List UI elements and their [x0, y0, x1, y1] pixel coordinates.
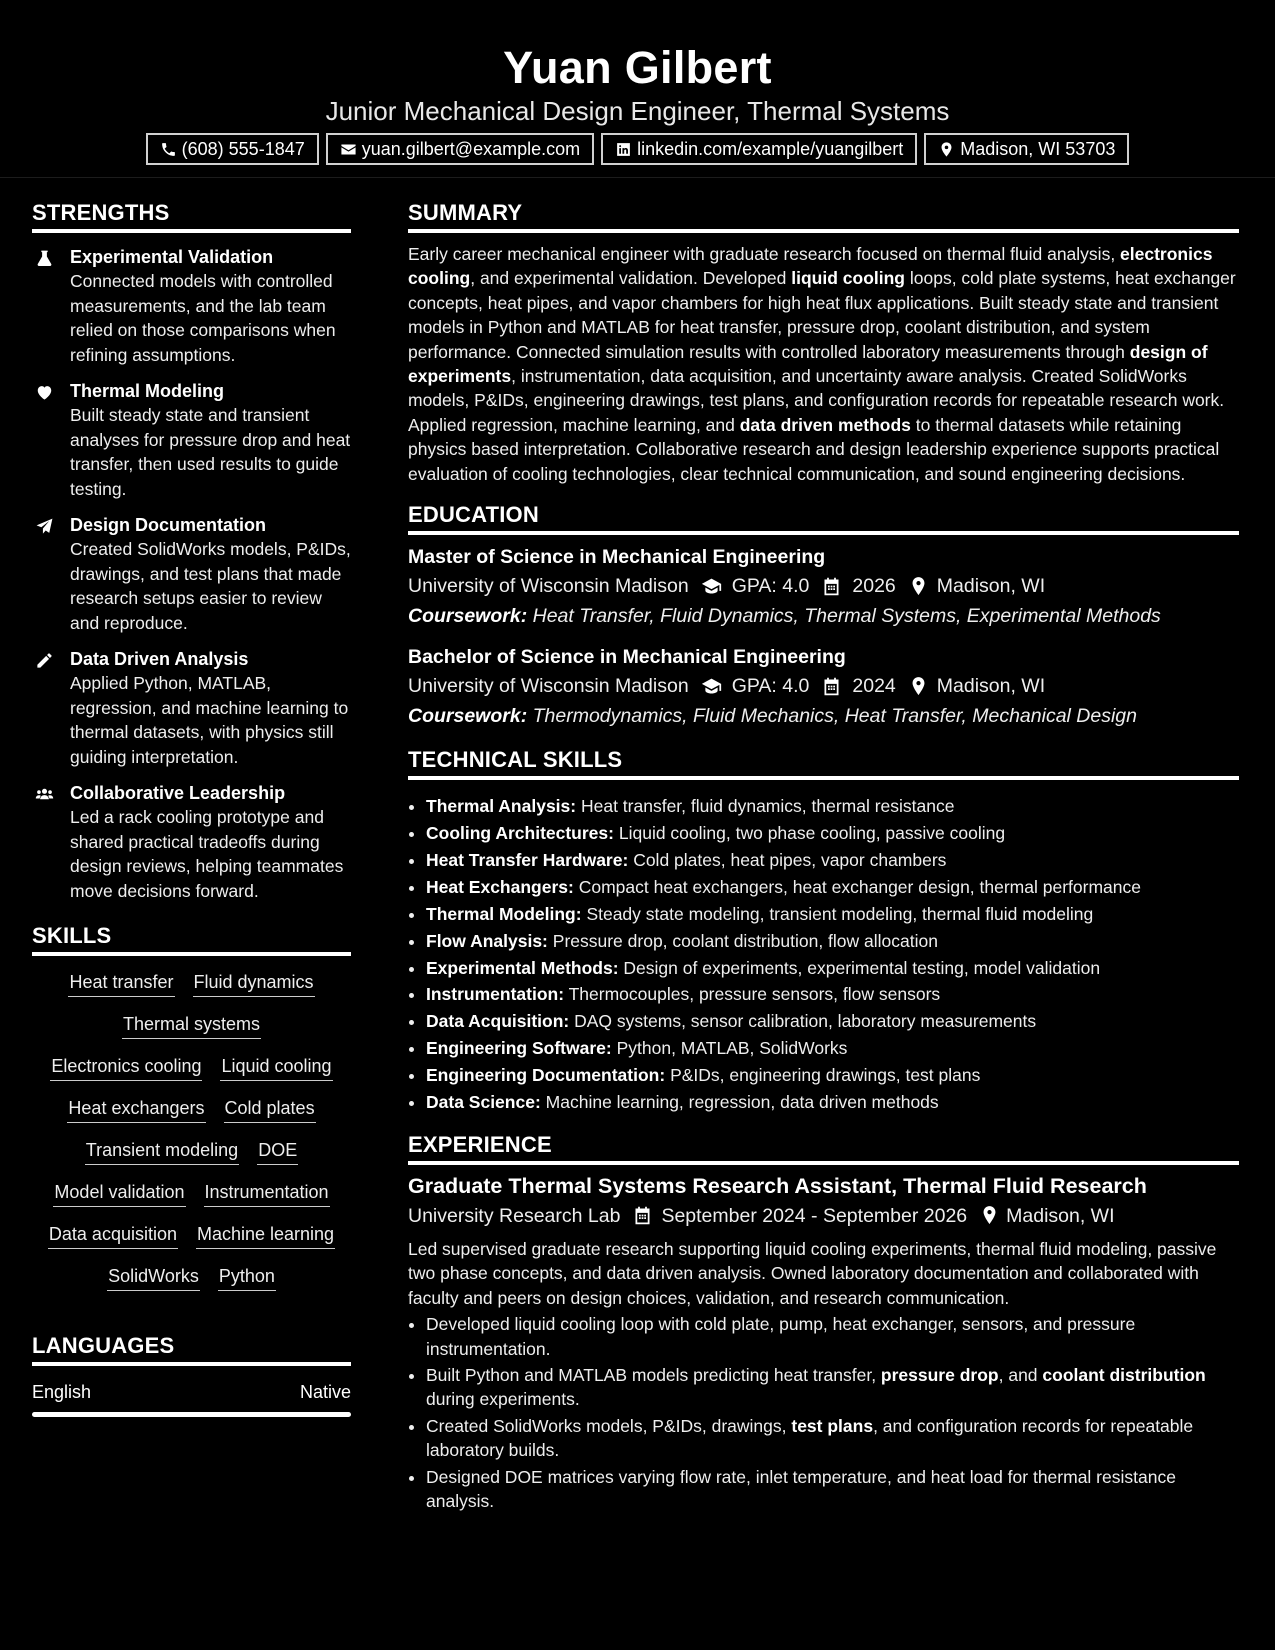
strength-title: Collaborative Leadership [70, 783, 286, 803]
tech-skill-value: Cold plates, heat pipes, vapor chambers [633, 849, 947, 870]
list-item: • Designed DOE matrices varying flow rate, inlet temperature, and heat load for thermal resistance analysis. [426, 1465, 1239, 1514]
language-item [32, 1380, 351, 1404]
organization: University Research Lab [408, 1204, 621, 1227]
skill-chip: Transient modeling [85, 1138, 239, 1165]
skills-list [32, 970, 351, 1291]
contact-linkedin[interactable] [601, 133, 917, 165]
technical-skills-list [408, 793, 1239, 1116]
list-item [426, 847, 1239, 874]
tech-skill-value: Liquid cooling, two phase cooling, passive cooling [618, 822, 1006, 843]
school-location: Madison, WI [936, 675, 1046, 698]
list-item [426, 1035, 1239, 1062]
contact-email[interactable] [326, 133, 594, 165]
graduation-year: 2026 [852, 575, 896, 598]
tech-skill-label: Experimental Methods: [426, 957, 619, 978]
flask-icon [35, 249, 54, 268]
list-item [426, 1062, 1239, 1089]
contact-bar [0, 133, 1275, 165]
map-pin-icon [910, 676, 927, 697]
language-level: Native [299, 1382, 351, 1402]
list-item [426, 1008, 1239, 1035]
school-location: Madison, WI [936, 575, 1046, 598]
list-item: • Developed liquid cooling loop with cold plate, pump, heat exchanger, sensors, and pressure instrumentation. [426, 1312, 1239, 1361]
list-item [426, 901, 1239, 928]
left-column [32, 198, 351, 1417]
heart-icon [35, 383, 54, 402]
job-title: Graduate Thermal Systems Research Assistant, Thermal Fluid Research [408, 1173, 1147, 1198]
tech-skill-label: Thermal Analysis: [426, 796, 577, 817]
skill-chip: SolidWorks [107, 1264, 200, 1291]
summary-heading: SUMMARY [408, 198, 1239, 233]
strength-desc: Applied Python, MATLAB, regression, and machine learning to thermal datasets, with physics still guiding interpretation. [70, 673, 349, 767]
strength-desc: Built steady state and transient analyses for pressure drop and heat transfer, then used results to guide testing. [70, 405, 351, 499]
list-item [426, 981, 1239, 1008]
tech-skill-label: Instrumentation: [426, 984, 565, 1005]
skill-chip: Thermal systems [122, 1012, 261, 1039]
list-item [426, 793, 1239, 820]
strength-item [32, 647, 351, 769]
linkedin-text: linkedin.com/example/yuangilbert [637, 139, 904, 159]
experience-item [408, 1171, 1239, 1513]
language-proficiency-bar [32, 1412, 351, 1417]
strength-item [32, 245, 351, 367]
candidate-title: Junior Mechanical Design Engineer, Thermal Systems [325, 96, 950, 126]
skill-chip: Liquid cooling [220, 1054, 332, 1081]
experience-heading: EXPERIENCE [408, 1130, 1239, 1165]
job-description: Led supervised graduate research supporting liquid cooling experiments, thermal fluid modeling, passive two phase concepts, and data driven analysis. Owned laboratory documentation and collaborated with faculty and peers on design choices, validation, and research communication. [408, 1238, 1217, 1308]
tech-skill-value: Python, MATLAB, SolidWorks [616, 1038, 848, 1059]
strength-item [32, 513, 351, 635]
strength-desc: Created SolidWorks models, P&IDs, drawings, and test plans that made research setups easier to review and reproduce. [70, 539, 351, 633]
tech-skill-value: Thermocouples, pressure sensors, flow sensors [568, 984, 941, 1005]
technical-skills-heading: TECHNICAL SKILLS [408, 745, 1239, 780]
school-name: University of Wisconsin Madison [408, 575, 689, 598]
strength-title: Thermal Modeling [70, 381, 225, 401]
list-item [426, 1089, 1239, 1116]
phone-icon [160, 141, 177, 158]
strengths-heading: STRENGTHS [32, 198, 351, 233]
calendar-icon [821, 576, 842, 597]
list-item [426, 820, 1239, 847]
education-item [408, 544, 1239, 631]
list-item [426, 955, 1239, 982]
map-pin-icon [910, 576, 927, 597]
tech-skill-value: Machine learning, regression, data driven methods [545, 1092, 939, 1113]
tech-skill-value: Heat transfer, fluid dynamics, thermal resistance [580, 796, 955, 817]
envelope-icon [340, 141, 357, 158]
list-item [426, 874, 1239, 901]
pencil-icon [35, 651, 54, 670]
resume-header [0, 0, 1275, 178]
strength-title: Design Documentation [70, 515, 267, 535]
tech-skill-value: Pressure drop, coolant distribution, flow allocation [552, 930, 938, 951]
experience-meta [408, 1201, 1239, 1231]
location-text: Madison, WI 53703 [960, 139, 1116, 159]
skill-chip: Heat exchangers [67, 1096, 205, 1123]
skill-chip: Cold plates [224, 1096, 316, 1123]
tech-skill-label: Heat Exchangers: [426, 876, 574, 897]
degree-title: Bachelor of Science in Mechanical Engineering [408, 646, 846, 669]
tech-skill-label: Data Science: [426, 1092, 541, 1113]
list-item: • Created SolidWorks models, P&IDs, drawings, test plans, and configuration records for repeatable laboratory builds. [426, 1414, 1239, 1463]
strength-title: Data Driven Analysis [70, 649, 249, 669]
skill-chip: Python [218, 1264, 276, 1291]
job-dates: September 2024 - September 2026 [661, 1204, 968, 1227]
coursework [408, 601, 1239, 631]
tech-skill-label: Flow Analysis: [426, 930, 548, 951]
skill-chip: Machine learning [196, 1222, 335, 1249]
calendar-icon [821, 676, 842, 697]
strength-desc: Led a rack cooling prototype and shared practical tradeoffs during design reviews, helping teammates move decisions forward. [70, 807, 344, 901]
contact-phone[interactable] [146, 133, 319, 165]
tech-skill-label: Thermal Modeling: [426, 903, 582, 924]
strength-item [32, 781, 351, 903]
skill-chip: Fluid dynamics [193, 970, 315, 997]
language-name: English [32, 1382, 92, 1402]
linkedin-icon [615, 141, 632, 158]
gpa: GPA: 4.0 [731, 675, 810, 698]
degree-title: Master of Science in Mechanical Engineering [408, 546, 826, 569]
tech-skill-label: Heat Transfer Hardware: [426, 849, 629, 870]
strength-desc: Connected models with controlled measurements, and the lab team relied on those comparisons when refining assumptions. [70, 271, 336, 365]
strength-title: Experimental Validation [70, 247, 274, 267]
coursework-label: Coursework: [408, 605, 528, 628]
education-meta [408, 671, 1239, 701]
tech-skill-value: P&IDs, engineering drawings, test plans [670, 1065, 981, 1086]
skill-chip: Electronics cooling [50, 1054, 202, 1081]
list-item: • Built Python and MATLAB models predicting heat transfer, pressure drop, and coolant distribution during experiments. [426, 1363, 1239, 1412]
tech-skill-value: Design of experiments, experimental testing, model validation [623, 957, 1101, 978]
right-column [408, 198, 1239, 1515]
tech-skill-value: Steady state modeling, transient modeling, thermal fluid modeling [586, 903, 1094, 924]
summary-text: Early career mechanical engineer with graduate research focused on thermal fluid analysis, electronics cooling, and experimental validation. Developed liquid cooling loops, cold plate systems, heat exchanger concepts, heat pipes, and vapor chambers for high heat flux applications. Built steady state and transient models in Python and MATLAB for heat transfer, pressure drop, coolant distribution, and system performance. Connected simulation results with controlled laboratory measurements through design of experiments, instrumentation, data acquisition, and uncertainty aware analysis. Created SolidWorks models, P&IDs, engineering drawings, test plans, and configuration records for repeatable research work. Applied regression, machine learning, and data driven methods to thermal datasets while retaining physics based interpretation. Collaborative research and design leadership experience supports practical evaluation of cooling technologies, clear technical communication, and sound engineering decisions. [408, 244, 1236, 484]
coursework-list: Thermodynamics, Fluid Mechanics, Heat Transfer, Mechanical Design [532, 705, 1138, 728]
tech-skill-label: Engineering Documentation: [426, 1065, 666, 1086]
contact-location[interactable] [924, 133, 1129, 165]
map-pin-icon [981, 1205, 998, 1226]
skill-chip: Instrumentation [204, 1180, 330, 1207]
tech-skill-label: Engineering Software: [426, 1038, 612, 1059]
school-name: University of Wisconsin Madison [408, 675, 689, 698]
coursework [408, 701, 1239, 731]
paper-plane-icon [35, 517, 54, 536]
skill-chip: Data acquisition [48, 1222, 178, 1249]
education-item [408, 644, 1239, 731]
candidate-name: Yuan Gilbert [503, 42, 772, 93]
gpa: GPA: 4.0 [731, 575, 810, 598]
graduation-cap-icon [701, 676, 722, 697]
education-meta [408, 571, 1239, 601]
phone-text: (608) 555-1847 [181, 139, 305, 159]
skill-chip: DOE [257, 1138, 298, 1165]
languages-heading: LANGUAGES [32, 1331, 351, 1366]
map-pin-icon [938, 141, 955, 158]
skill-chip: Model validation [53, 1180, 185, 1207]
tech-skill-value: DAQ systems, sensor calibration, laboratory measurements [574, 1011, 1037, 1032]
coursework-list: Heat Transfer, Fluid Dynamics, Thermal Systems, Experimental Methods [532, 605, 1161, 628]
email-text: yuan.gilbert@example.com [361, 139, 581, 159]
strength-item [32, 379, 351, 501]
tech-skill-label: Data Acquisition: [426, 1011, 570, 1032]
job-bullets [408, 1312, 1239, 1513]
graduation-year: 2024 [852, 675, 896, 698]
graduation-cap-icon [701, 576, 722, 597]
coursework-label: Coursework: [408, 705, 528, 728]
list-item [426, 928, 1239, 955]
tech-skill-value: Compact heat exchangers, heat exchanger design, thermal performance [578, 876, 1141, 897]
education-heading: EDUCATION [408, 500, 1239, 535]
calendar-icon [632, 1205, 653, 1226]
tech-skill-label: Cooling Architectures: [426, 822, 614, 843]
job-location: Madison, WI [1006, 1204, 1115, 1227]
users-icon [35, 785, 54, 804]
skill-chip: Heat transfer [68, 970, 174, 997]
skills-heading: SKILLS [32, 921, 351, 956]
